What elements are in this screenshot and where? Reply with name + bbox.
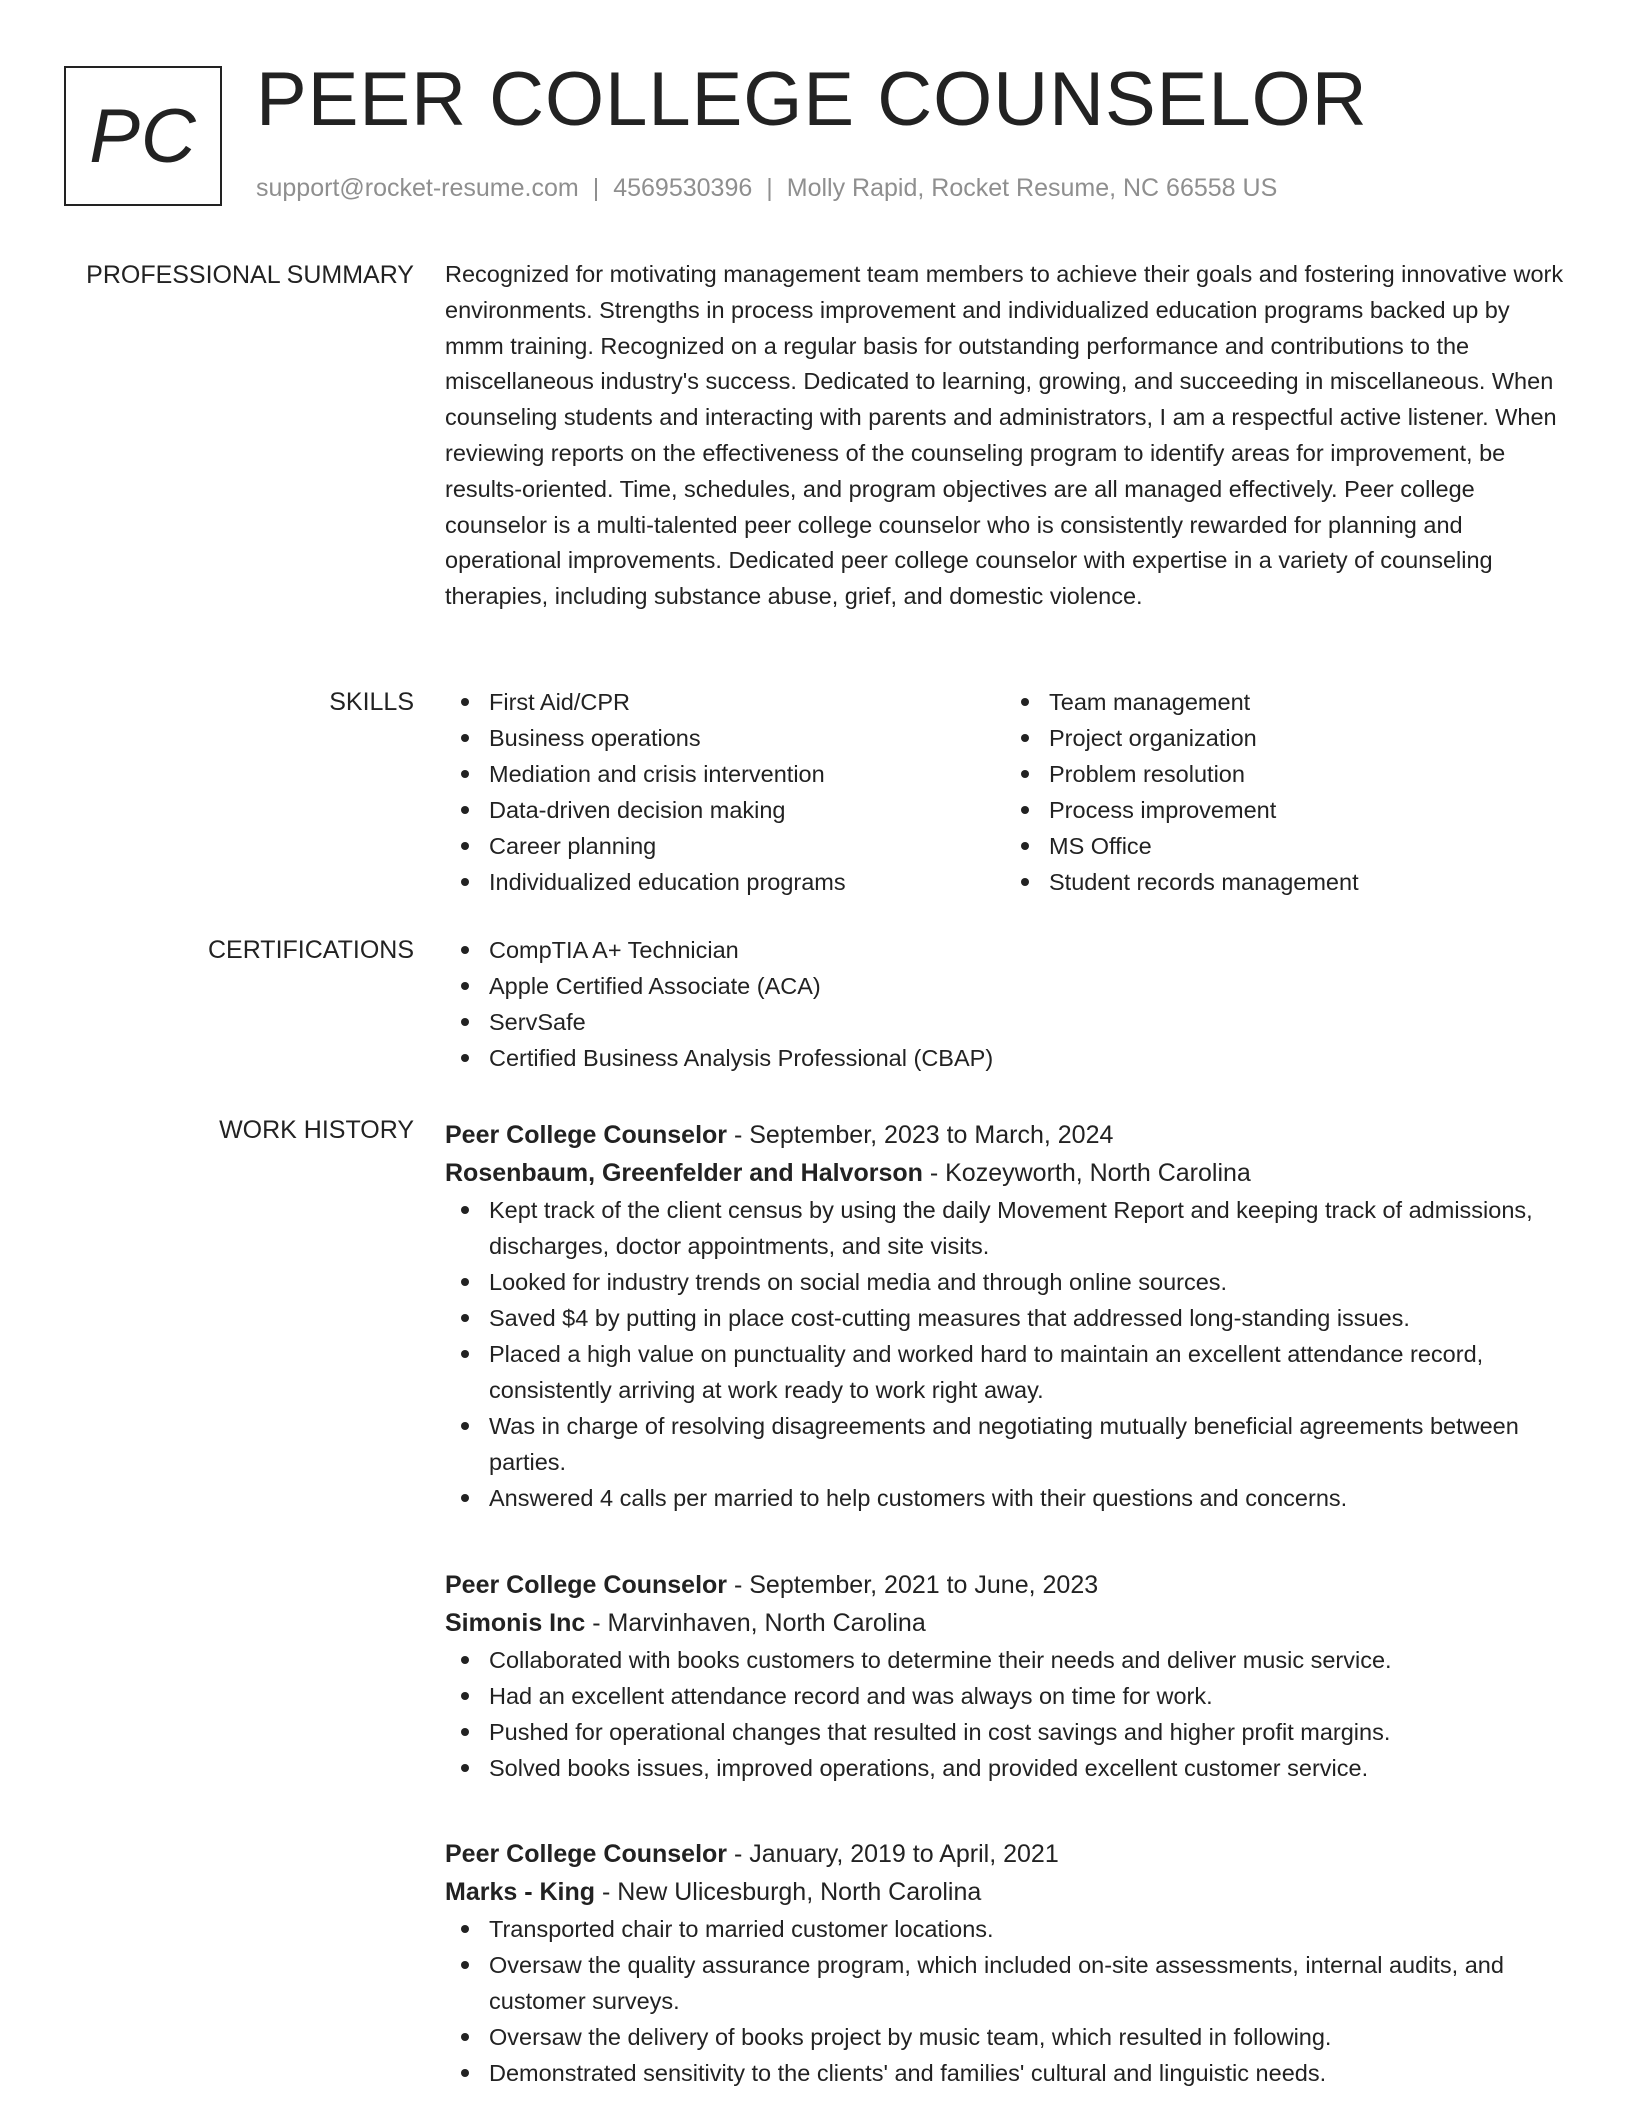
contact-email: support@rocket-resume.com xyxy=(256,174,579,202)
job-company: Simonis Inc xyxy=(445,1609,586,1637)
skill-item: Project organization xyxy=(1049,720,1565,756)
job-bullet-list xyxy=(445,1192,1565,1516)
skill-item: Student records management xyxy=(1049,864,1565,900)
certifications-label: CERTIFICATIONS xyxy=(207,936,414,964)
certification-item: CompTIA A+ Technician xyxy=(489,932,1565,968)
contact-separator: | xyxy=(766,174,773,202)
job-entry xyxy=(445,1566,1565,1786)
job-bullet: Kept track of the client census by using the daily Movement Report and keeping track of admissions, discharges, doctor appointments, and site visits. xyxy=(489,1192,1565,1264)
skills-list-left xyxy=(445,684,1005,900)
job-title-line xyxy=(445,1566,1565,1604)
job-bullet-list xyxy=(445,1642,1565,1786)
job-entry xyxy=(445,1116,1565,1516)
job-bullet: Demonstrated sensitivity to the clients' and families' cultural and linguistic needs. xyxy=(489,2055,1565,2091)
job-entry xyxy=(445,1835,1565,2091)
skill-item: Data-driven decision making xyxy=(489,792,1005,828)
contact-separator: | xyxy=(592,174,600,202)
job-bullet: Oversaw the quality assurance program, which included on-site assessments, internal audits, and customer surveys. xyxy=(489,1947,1565,2019)
job-title-line xyxy=(445,1835,1565,1873)
skill-item: Mediation and crisis intervention xyxy=(489,756,1005,792)
job-title: Peer College Counselor xyxy=(445,1840,728,1868)
job-company-line xyxy=(445,1604,1565,1642)
skill-item: Process improvement xyxy=(1049,792,1565,828)
job-location: - New Ulicesburgh, North Carolina xyxy=(595,1878,982,1906)
contact-address: Molly Rapid, Rocket Resume, NC 66558 US xyxy=(786,174,1278,202)
job-dates: - September, 2021 to June, 2023 xyxy=(727,1571,1099,1599)
skills-label: SKILLS xyxy=(329,688,414,716)
job-location: - Kozeyworth, North Carolina xyxy=(922,1159,1251,1187)
skills-body xyxy=(445,684,1565,900)
job-title: Peer College Counselor xyxy=(445,1121,728,1149)
work-history-label: WORK HISTORY xyxy=(219,1116,414,1144)
job-bullet: Answered 4 calls per married to help customers with their questions and concerns. xyxy=(489,1480,1565,1516)
monogram-box xyxy=(64,66,222,206)
skill-item: First Aid/CPR xyxy=(489,684,1005,720)
certification-item: Certified Business Analysis Professional (CBAP) xyxy=(489,1040,1565,1076)
job-company-line xyxy=(445,1873,1565,1911)
job-bullet: Had an excellent attendance record and was always on time for work. xyxy=(489,1678,1565,1714)
job-title-line xyxy=(445,1116,1565,1154)
summary-label: PROFESSIONAL SUMMARY xyxy=(86,261,414,289)
job-company: Rosenbaum, Greenfelder and Halvorson xyxy=(445,1159,923,1187)
job-company: Marks - King xyxy=(445,1878,596,1906)
monogram-initials: PC xyxy=(89,93,197,179)
job-bullet: Transported chair to married customer locations. xyxy=(489,1911,1565,1947)
certifications-body xyxy=(445,932,1565,1076)
job-bullet: Saved $4 by putting in place cost-cutting measures that addressed long-standing issues. xyxy=(489,1300,1565,1336)
job-bullet: Placed a high value on punctuality and worked hard to maintain an excellent attendance record, consistently arriving at work ready to work right away. xyxy=(489,1336,1565,1408)
resume-name: PEER COLLEGE COUNSELOR xyxy=(256,57,1368,142)
job-bullet-list xyxy=(445,1911,1565,2091)
certifications-list xyxy=(445,932,1565,1076)
skill-item: Career planning xyxy=(489,828,1005,864)
summary-body xyxy=(445,257,1565,615)
contact-line xyxy=(256,174,1277,203)
skill-item: MS Office xyxy=(1049,828,1565,864)
summary-text: Recognized for motivating management team members to achieve their goals and fostering innovative work environments. Strengths in process improvement and individualized education programs backed up by mmm training. Recognized on a regular basis for outstanding performance and contributions to the miscellaneous industry's success. Dedicated to learning, growing, and succeeding in miscellaneous. When counseling students and interacting with parents and administrators, I am a respectful active listener. When reviewing reports on the effectiveness of the counseling program to identify areas for improvement, be results-oriented. Time, schedules, and program objectives are all managed effectively. Peer college counselor is a multi-talented peer college counselor who is consistently rewarded for planning and operational improvements. Dedicated peer college counselor with expertise in a variety of counseling therapies, including substance abuse, grief, and domestic violence. xyxy=(445,261,1564,610)
job-bullet: Pushed for operational changes that resulted in cost savings and higher profit margins. xyxy=(489,1714,1565,1750)
contact-phone: 4569530396 xyxy=(613,174,753,202)
job-bullet: Solved books issues, improved operations, and provided excellent customer service. xyxy=(489,1750,1565,1786)
job-bullet: Collaborated with books customers to determine their needs and deliver music service. xyxy=(489,1642,1565,1678)
job-dates: - January, 2019 to April, 2021 xyxy=(727,1840,1059,1868)
skill-item: Individualized education programs xyxy=(489,864,1005,900)
job-bullet: Oversaw the delivery of books project by music team, which resulted in following. xyxy=(489,2019,1565,2055)
job-title: Peer College Counselor xyxy=(445,1571,728,1599)
job-company-line xyxy=(445,1154,1565,1192)
job-bullet: Was in charge of resolving disagreements and negotiating mutually beneficial agreements between parties. xyxy=(489,1408,1565,1480)
job-location: - Marvinhaven, North Carolina xyxy=(585,1609,926,1637)
skill-item: Team management xyxy=(1049,684,1565,720)
skill-item: Problem resolution xyxy=(1049,756,1565,792)
skill-item: Business operations xyxy=(489,720,1005,756)
job-bullet: Looked for industry trends on social media and through online sources. xyxy=(489,1264,1565,1300)
job-dates: - September, 2023 to March, 2024 xyxy=(727,1121,1114,1149)
certification-item: ServSafe xyxy=(489,1004,1565,1040)
skills-list-right xyxy=(1005,684,1565,900)
certification-item: Apple Certified Associate (ACA) xyxy=(489,968,1565,1004)
